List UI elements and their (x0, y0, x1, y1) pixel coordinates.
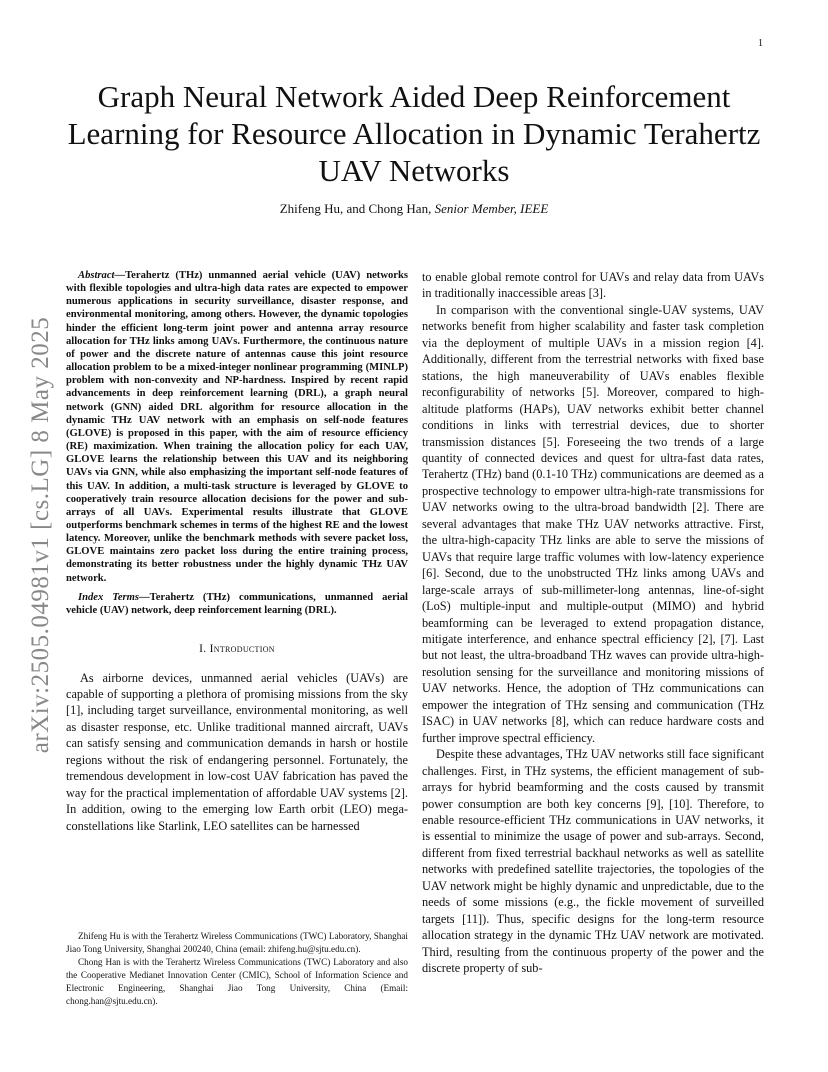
intro-paragraph-1: As airborne devices, unmanned aerial vehicles (UAVs) are capable of supporting a plethora of promising missions from the sky [1], including target surveillance, environmental monitoring, as well as disaster response, etc. Unlike traditional manned aircraft, UAVs can satisfy sensing and communication demands in harsh or hostile regions without the risk of endangering personnel. Fortunately, the tremendous development in low-cost UAV fabrication has paved the way for the practical implementation of affordable UAV systems [2]. In addition, owing to the emerging low Earth orbit (LEO) mega-constellations like Starlink, LEO satellites can be harnessed (66, 670, 408, 833)
paper-title: Graph Neural Network Aided Deep Reinforcement Learning for Resource Allocation in Dynamic Terahertz UAV Networks (67, 79, 761, 188)
index-terms-text: —Terahertz (THz) communications, unmanned aerial vehicle (UAV) network, deep reinforcement learning (DRL). (66, 591, 408, 616)
author-line (60, 201, 768, 217)
section-name: Introduction (209, 643, 275, 656)
intro-paragraph-1-continued: to enable global remote control for UAVs and relay data from UAVs in traditionally inaccessible areas [3]. (422, 270, 764, 301)
intro-paragraph-2: In comparison with the conventional single-UAV systems, UAV networks benefit from higher scalability and faster task completion via the deployment of multiple UAVs in a mission region [4]. Additionally, different from the terrestrial networks with fixed base stations, the high maneuverability of UAVs enables flexible reconfigurability of networks [5]. Moreover, compared to high-altitude platforms (HAPs), UAV networks exhibit better channel conditions in links with terrestrial devices, due to shorter transmission distances [5]. Foreseeing the two trends of a large quantity of connected devices and quest for ultra-fast data rates, Terahertz (THz) band (0.1-10 THz) communications are deemed as a prospective technology to empower ultra-high-rate transmissions for UAV networks owing to the ultra-broad bandwidth [2]. There are several advantages that make THz UAV networks attractive. First, the ultra-high-capacity THz links are able to serve the missions of UAVs that require large traffic volumes with low-latency experience [6]. Second, due to the unobstructed THz links among UAVs and large-scale arrays of sub-millimeter-long antennas, line-of-sight (LoS) multiple-input and multiple-output (MIMO) and hybrid beamforming can be leveraged to extend propagation distance, mitigate interference, and enhance spectral efficiency [2], [7]. Last but not least, the ultra-broadband THz waves can provide ultra-high-resolution sensing for the surveillance and monitoring missions of UAV networks. Hence, the adoption of THz communications can empower the integration of THz sensing and communication (THz ISAC) in UAV networks [8], which can reduce hardware costs and further improve spectral efficiency. (422, 302, 764, 745)
footnote-affiliation-1: Zhifeng Hu is with the Terahertz Wireless Communications (TWC) Laboratory, Shanghai Jiao Tong University, Shanghai 200240, China (email: zhifeng.hu@sjtu.edu.cn). (66, 931, 408, 955)
abstract-text: —Terahertz (THz) unmanned aerial vehicle (UAV) networks with flexible topologies and ultra-high data rates are expected to empower numerous applications in security surveillance, disaster response, and environmental monitoring, among others. However, the dynamic topologies hinder the efficient long-term joint power and antenna array resource allocation for THz links among UAVs. Furthermore, the continuous nature of power and the discrete nature of antennas cause this joint resource allocation problem to be a mixed-integer nonlinear programming (MINLP) problem with non-convexity and NP-hardness. Inspired by recent rapid advancements in deep reinforcement learning (DRL), a graph neural network (GNN) aided DRL algorithm for resource allocation in the dynamic THz UAV network with an emphasis on self-node features (GLOVE) is proposed in this paper, with the aim of resource efficiency (RE) maximization. When training the allocation policy for each UAV, GLOVE learns the relationship between this UAV and its neighboring UAVs via GNN, while also emphasizing the important self-node features of this UAV. In addition, a multi-task structure is leveraged by GLOVE to cooperatively train resource allocation decisions for the power and sub-arrays of all UAVs. Experimental results illustrate that GLOVE outperforms benchmark schemes in terms of the highest RE and the lowest latency. Moreover, unlike the benchmark methods with severe packet loss, GLOVE maintains zero packet loss during the entire training process, demonstrating its better robustness under the highly dynamic THz UAV network. (66, 270, 408, 584)
page-number: 1 (758, 38, 763, 49)
footnote-affiliation-2: Chong Han is with the Terahertz Wireless Communications (TWC) Laboratory and also the Cooperative Medianet Innovation Center (CMIC), School of Information Science and Electronic Engineering, Shanghai Jiao Tong University, China (Email: chong.han@sjtu.edu.cn). (66, 957, 408, 1007)
section-heading-introduction (66, 641, 408, 657)
arxiv-identifier-text: arXiv:2505.04981v1 [cs.LG] 8 May 2025 (27, 316, 54, 754)
intro-paragraph-3: Despite these advantages, THz UAV networks still face significant challenges. First, in THz systems, the efficient management of sub-arrays for hybrid beamforming and the costs caused by transmit power consumption are both key concerns [9], [10]. Therefore, to enable resource-efficient THz communications in UAV networks, it is essential to minimize the usage of power and sub-arrays. Second, different from fixed terrestrial backhaul networks as well as satellite networks with predefined satellite trajectories, the topologies of the UAV network might be highly dynamic and unpredictable, due to the needs of some missions (e.g., the fickle movement of surveilled targets [11]). Thus, specific designs for the long-term resource allocation strategy in the dynamic THz UAV network are motivated. Third, resulting from the continuous property of the power and the discrete property of sub- (422, 747, 764, 976)
abstract (66, 269, 408, 585)
footnotes (66, 930, 408, 1009)
author-membership: Senior Member, IEEE (434, 201, 549, 216)
index-terms (66, 591, 408, 617)
right-column (422, 269, 764, 976)
index-terms-label: Index Terms (78, 591, 140, 603)
left-column (66, 269, 408, 834)
abstract-label: Abstract (78, 270, 115, 281)
section-numeral: I. (199, 643, 210, 656)
author-names: Zhifeng Hu, and Chong Han, (279, 201, 432, 216)
